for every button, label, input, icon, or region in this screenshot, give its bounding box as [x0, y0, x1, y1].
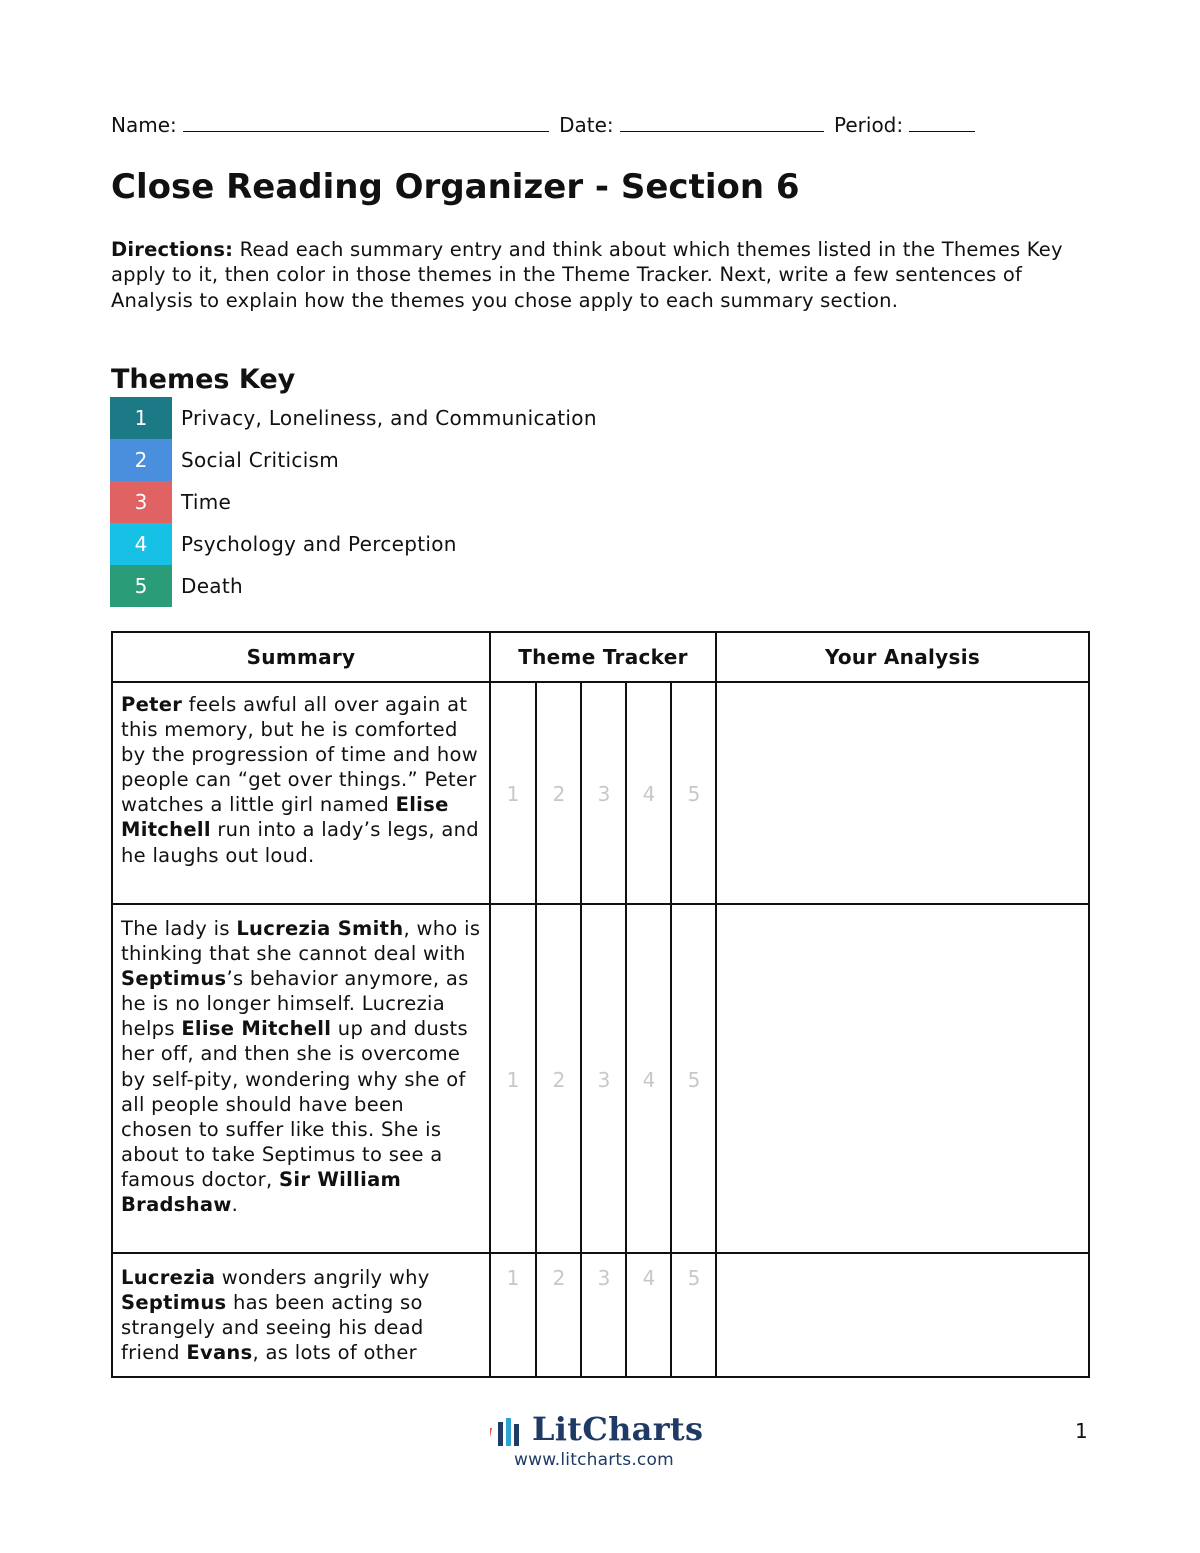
summary-text: wonders angrily why [215, 1266, 430, 1289]
logo-bar [498, 1422, 503, 1446]
logo-bar [506, 1418, 511, 1446]
page-number: 1 [1075, 1419, 1088, 1443]
summary-text: ’s behavior anymore, as he is no longer himself. Lucrezia helps [121, 967, 469, 1041]
period-blank [909, 111, 975, 132]
character-name: Peter [121, 693, 183, 716]
logo-bar [514, 1424, 519, 1446]
directions-text: Read each summary entry and think about which themes listed in the Themes Key apply to it, then color in those themes in the Theme Tracker. Next, write a few sentences of Analysis to explain how the themes you chose apply to each summary section. [111, 238, 1063, 312]
summary-text: run into a lady’s legs, and he laughs out loud. [121, 818, 479, 867]
summary-cell [121, 1265, 481, 1365]
summary-text: The lady is [121, 917, 237, 940]
theme-tracker-cell-4[interactable]: 4 [642, 1266, 656, 1290]
theme-tracker-cell-1[interactable]: 1 [506, 1266, 520, 1290]
theme-tracker-cell-2[interactable]: 2 [552, 1068, 566, 1092]
theme-label: Privacy, Loneliness, and Communication [181, 406, 597, 430]
logo-url: www.litcharts.com [514, 1450, 674, 1470]
theme-tracker-cell-5[interactable]: 5 [687, 1068, 701, 1092]
character-name: Elise Mitchell [121, 793, 449, 842]
theme-key-item [110, 397, 597, 439]
date-blank [620, 111, 824, 132]
theme-tracker-cell-4[interactable]: 4 [642, 782, 656, 806]
summary-text: , as lots of other [252, 1341, 417, 1365]
theme-number-badge: 4 [110, 523, 172, 565]
summary-text: . [231, 1193, 239, 1217]
page-title: Close Reading Organizer - Section 6 [111, 167, 800, 207]
analysis-cell[interactable] [717, 1254, 1088, 1378]
theme-tracker-cell-5[interactable]: 5 [687, 1266, 701, 1290]
student-info-line [111, 111, 979, 138]
analysis-cell[interactable] [717, 681, 1088, 903]
name-blank [183, 111, 549, 132]
themes-key-heading: Themes Key [111, 364, 296, 395]
header-summary: Summary [246, 645, 356, 669]
character-name: Sir William Bradshaw [121, 1167, 402, 1217]
theme-tracker-cell-2[interactable]: 2 [552, 782, 566, 806]
summary-text: up and dusts her off, and then she is overcome by self-pity, wondering why she of all people should have been chosen to suffer like this. She is about to take Septimus to see a famous doctor, [121, 1017, 468, 1191]
theme-number-badge: 1 [110, 397, 172, 439]
theme-tracker-cell-3[interactable]: 3 [597, 782, 611, 806]
character-name: Lucrezia [121, 1266, 216, 1289]
theme-key-item [110, 523, 597, 565]
logo-bars-icon [490, 1414, 530, 1448]
theme-number-badge: 3 [110, 481, 172, 523]
name-label: Name: [111, 113, 177, 137]
theme-key-item [110, 439, 597, 481]
theme-label: Social Criticism [181, 448, 340, 472]
theme-tracker-cell-4[interactable]: 4 [642, 1068, 656, 1092]
date-label: Date: [559, 113, 614, 137]
header-your-analysis: Your Analysis [824, 645, 981, 669]
character-name: Lucrezia Smith [236, 917, 404, 940]
themes-key-list [110, 397, 597, 607]
theme-tracker-cell-5[interactable]: 5 [687, 782, 701, 806]
character-name: Septimus [121, 967, 227, 991]
directions-label: Directions: [111, 238, 234, 261]
character-name: Elise Mitchell [181, 1017, 332, 1041]
litcharts-logo [488, 1412, 716, 1474]
table-header [113, 633, 1088, 683]
character-name: Septimus [121, 1291, 227, 1315]
summary-text: has been acting so strangely and seeing his dead friend [121, 1291, 424, 1365]
analysis-cell[interactable] [717, 905, 1088, 1252]
theme-label: Death [181, 574, 243, 598]
theme-label: Time [181, 490, 232, 514]
header-theme-tracker: Theme Tracker [518, 645, 688, 669]
summary-text: feels awful all over again at this memory, but he is comforted by the progression of time and how people can “get over things.” Peter watches a little girl named [121, 693, 478, 817]
theme-tracker-cell-3[interactable]: 3 [597, 1266, 611, 1290]
character-name: Evans [186, 1341, 253, 1365]
directions [111, 237, 1086, 313]
summary-cell [121, 692, 481, 868]
theme-tracker-cell-2[interactable]: 2 [552, 1266, 566, 1290]
theme-key-item [110, 565, 597, 607]
theme-key-item [110, 481, 597, 523]
theme-number-badge: 2 [110, 439, 172, 481]
organizer-table [111, 631, 1090, 1378]
theme-tracker-cell-1[interactable]: 1 [506, 1068, 520, 1092]
logo-text: LitCharts [532, 1410, 704, 1448]
theme-tracker-cell-3[interactable]: 3 [597, 1068, 611, 1092]
summary-cell [121, 916, 481, 1217]
logo-bar [490, 1428, 492, 1446]
summary-text: , who is thinking that she cannot deal with [121, 917, 481, 966]
theme-tracker-cell-1[interactable]: 1 [506, 782, 520, 806]
theme-number-badge: 5 [110, 565, 172, 607]
theme-label: Psychology and Perception [181, 532, 457, 556]
period-label: Period: [834, 113, 904, 137]
